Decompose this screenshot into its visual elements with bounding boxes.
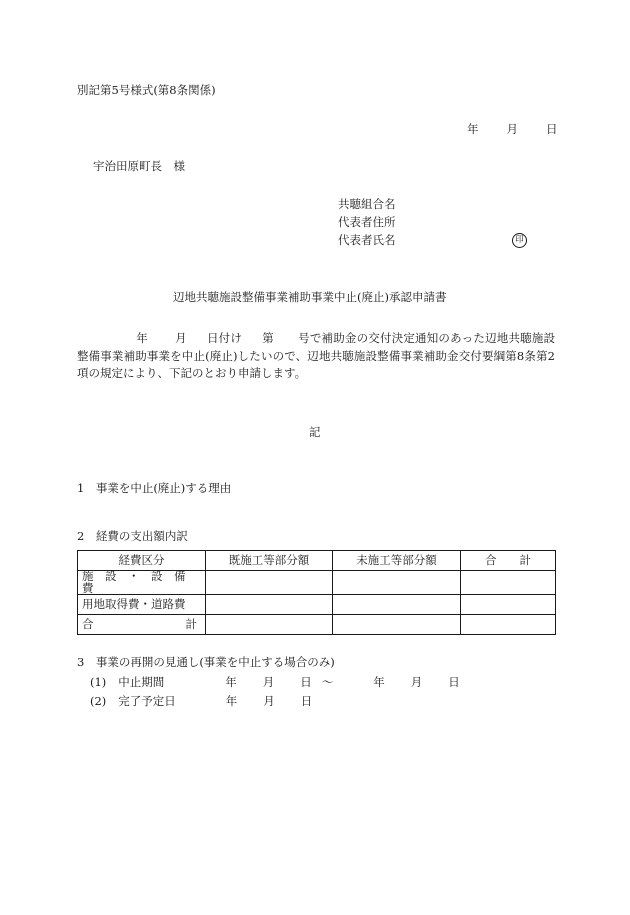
item-1-number: (1) xyxy=(90,675,107,689)
range-tilde: ～ xyxy=(321,675,334,689)
addressee: 宇治田原町長 様 xyxy=(93,159,185,173)
representative-name-label: 代表者氏名 xyxy=(338,233,396,247)
org-name-label: 共聴組合名 xyxy=(338,197,396,211)
cell-empty xyxy=(333,615,461,635)
cell-empty xyxy=(461,571,556,595)
table-row xyxy=(78,595,556,615)
seal-mark: 印 xyxy=(512,233,527,248)
header-expense-category: 経費区分 xyxy=(78,551,206,571)
cell-empty xyxy=(461,615,556,635)
cell-empty xyxy=(333,595,461,615)
cell-empty xyxy=(333,571,461,595)
section-1-heading: 1 事業を中止(廃止)する理由 xyxy=(77,481,232,495)
header-uncompleted-amount: 未施工等部分額 xyxy=(333,551,461,571)
completion-year: 年 xyxy=(225,694,238,708)
end-day: 日 xyxy=(448,675,460,689)
document-title: 辺地共聴施設整備事業補助事業中止(廃止)承認申請書 xyxy=(173,290,447,304)
cell-empty xyxy=(461,595,556,615)
cell-empty xyxy=(206,615,333,635)
date-day: 日 xyxy=(546,122,558,136)
form-number: 別記第5号様式(第8条関係) xyxy=(77,83,216,97)
table-row xyxy=(78,615,556,635)
cell-empty xyxy=(206,595,333,615)
cell-empty xyxy=(206,571,333,595)
end-month: 月 xyxy=(410,675,423,689)
completion-date-line xyxy=(90,696,312,708)
completion-month: 月 xyxy=(263,694,275,708)
expense-table xyxy=(77,550,556,635)
date-month: 月 xyxy=(506,122,518,136)
applicant-block xyxy=(338,199,396,253)
end-year: 年 xyxy=(373,675,385,689)
start-day: 日 xyxy=(300,675,312,689)
table-row xyxy=(78,571,556,595)
ki-heading: 記 xyxy=(309,425,321,439)
section-3-heading: 3 事業の再開の見通し(事業を中止する場合のみ) xyxy=(77,655,335,669)
body-month: 月 xyxy=(174,331,187,345)
row-facility-equipment: 施 設 ・ 設 備 費 xyxy=(78,571,206,595)
row-land-road: 用地取得費・道路費 xyxy=(78,595,206,615)
submission-date xyxy=(467,124,558,136)
representative-address-label: 代表者住所 xyxy=(338,215,396,229)
body-year: 年 xyxy=(136,331,148,345)
date-year: 年 xyxy=(467,122,479,136)
completion-day: 日 xyxy=(300,694,313,708)
start-month: 月 xyxy=(262,675,275,689)
application-body xyxy=(77,330,555,383)
body-dated: 日付け xyxy=(206,331,243,345)
header-total: 合 計 xyxy=(461,551,556,571)
row-total: 合 計 xyxy=(78,615,206,635)
item-2-number: (2) xyxy=(90,694,107,708)
item-2-label: 完了予定日 xyxy=(118,694,176,708)
header-completed-amount: 既施工等部分額 xyxy=(206,551,333,571)
table-header-row xyxy=(78,551,556,571)
section-2-heading: 2 経費の支出額内訳 xyxy=(77,529,188,543)
body-text: 号で補助金の交付決定通知のあった辺地共聴施設整備事業補助事業を中止(廃止)したいので、辺地共聴施設整備事業補助金交付要綱第8条第2項の規定により、下記のとおり申請します。 xyxy=(77,331,556,380)
item-1-label: 中止期間 xyxy=(118,675,165,689)
start-year: 年 xyxy=(225,675,237,689)
body-no: 第 xyxy=(262,331,274,345)
suspension-period-line xyxy=(90,677,460,689)
